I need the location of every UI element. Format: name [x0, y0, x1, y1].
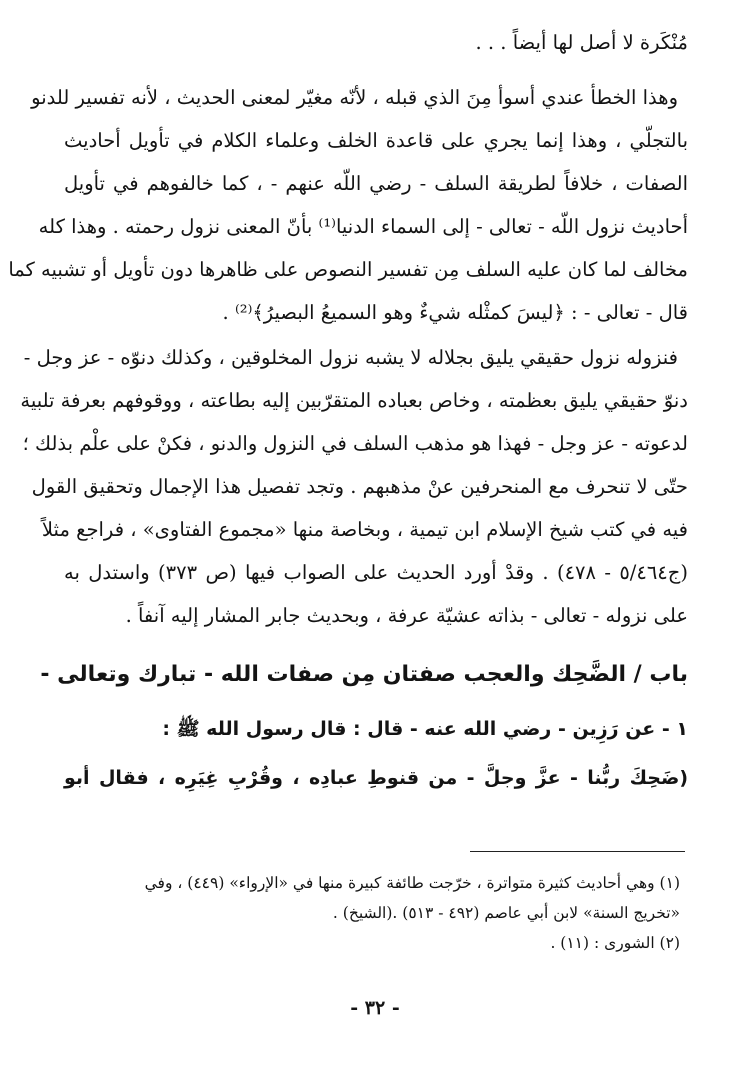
paragraph-line: وهذا الخطأ عندي أسوأ مِنَ الذي قبله ، لأنّه مغيّر لمعنى الحديث ، لأنه تفسير للدنو [31, 86, 678, 109]
paragraph-line: فنزوله نزول حقيقي يليق بجلاله لا يشبه نزول المخلوقين ، وكذلك دنوّه - عز وجل - [23, 346, 678, 369]
paragraph-line: الصفات ، خلافاً لطريقة السلف - رضي اللّه عنهم - ، كما خالفوهم في تأويل [64, 172, 688, 195]
page-number: - ٣٢ - [350, 997, 400, 1019]
footnote-divider [470, 851, 685, 852]
paragraph-line: على نزوله - تعالى - بذاته عشيّة عرفة ، وبحديث جابر المشار إليه آنفاً . [125, 604, 688, 627]
footnote: «تخريج السنة» لابن أبي عاصم (٤٩٢ - ٥١٣) .(الشيخ) . [332, 904, 680, 922]
paragraph-line: حتّى لا تنحرف مع المنحرفين عنْ مذهبهم . وتجد تفصيل هذا الإجمال وتحقيق القول [31, 475, 688, 498]
footnote: (١) وهي أحاديث كثيرة متواترة ، خرّجت طائفة كبيرة منها في «الإرواء» (٤٤٩) ، وفي [144, 874, 680, 892]
paragraph-line: مخالف لما كان عليه السلف مِن تفسير النصوص على ظاهرها دون تأويل أو تشبيه كما [8, 258, 688, 281]
paragraph-line: (ج٥/٤٦٤ - ٤٧٨) . وقدْ أورد الحديث على الصواب فيها (ص ٣٧٣) واستدل به [64, 561, 688, 584]
hadith-line: (ضَحِكَ ربُّنا - عزَّ وجلَّ - من قنوطِ عبادِه ، وقُرْبِ غِيَرِه ، فقال أبو [64, 767, 688, 789]
footnote: (٢) الشورى : (١١) . [550, 934, 680, 952]
paragraph-line: دنوّ حقيقي يليق بعظمته ، وخاص بعباده المتقرّبين إليه بطاعته ، ووقوفهم بعرفة تلبية [20, 389, 688, 412]
chapter-heading: باب / الضَّحِك والعجب صفتان مِن صفات الله - تبارك وتعالى - [40, 662, 688, 687]
paragraph-line: لدعوته - عز وجل - فهذا هو مذهب السلف في النزول والدنو ، فكنْ على علْم بذلك ؛ [22, 432, 688, 455]
paragraph-line: أحاديث نزول اللّه - تعالى - إلى السماء الدنيا⁽¹⁾ بأنّ المعنى نزول رحمته . وهذا كله [38, 215, 688, 238]
hadith-line: ١ - عن رَزِين - رضي الله عنه - قال : قال رسول الله ﷺ : [162, 718, 688, 740]
paragraph-line: فيه في كتب شيخ الإسلام ابن تيمية ، وبخاصة منها «مجموع الفتاوى» ، فراجع مثلاً [41, 518, 688, 541]
paragraph-line: بالتجلّي ، وهذا إنما يجري على قاعدة الخلف وعلماء الكلام في تأويل أحاديث [64, 129, 688, 152]
paragraph-line: مُنْكَرة لا أصل لها أيضاً . . . [475, 31, 688, 54]
paragraph-line: قال - تعالى - : ﴿ليسَ كمثْله شيءٌ وهو السميعُ البصيرُ﴾⁽²⁾ . [222, 301, 688, 324]
